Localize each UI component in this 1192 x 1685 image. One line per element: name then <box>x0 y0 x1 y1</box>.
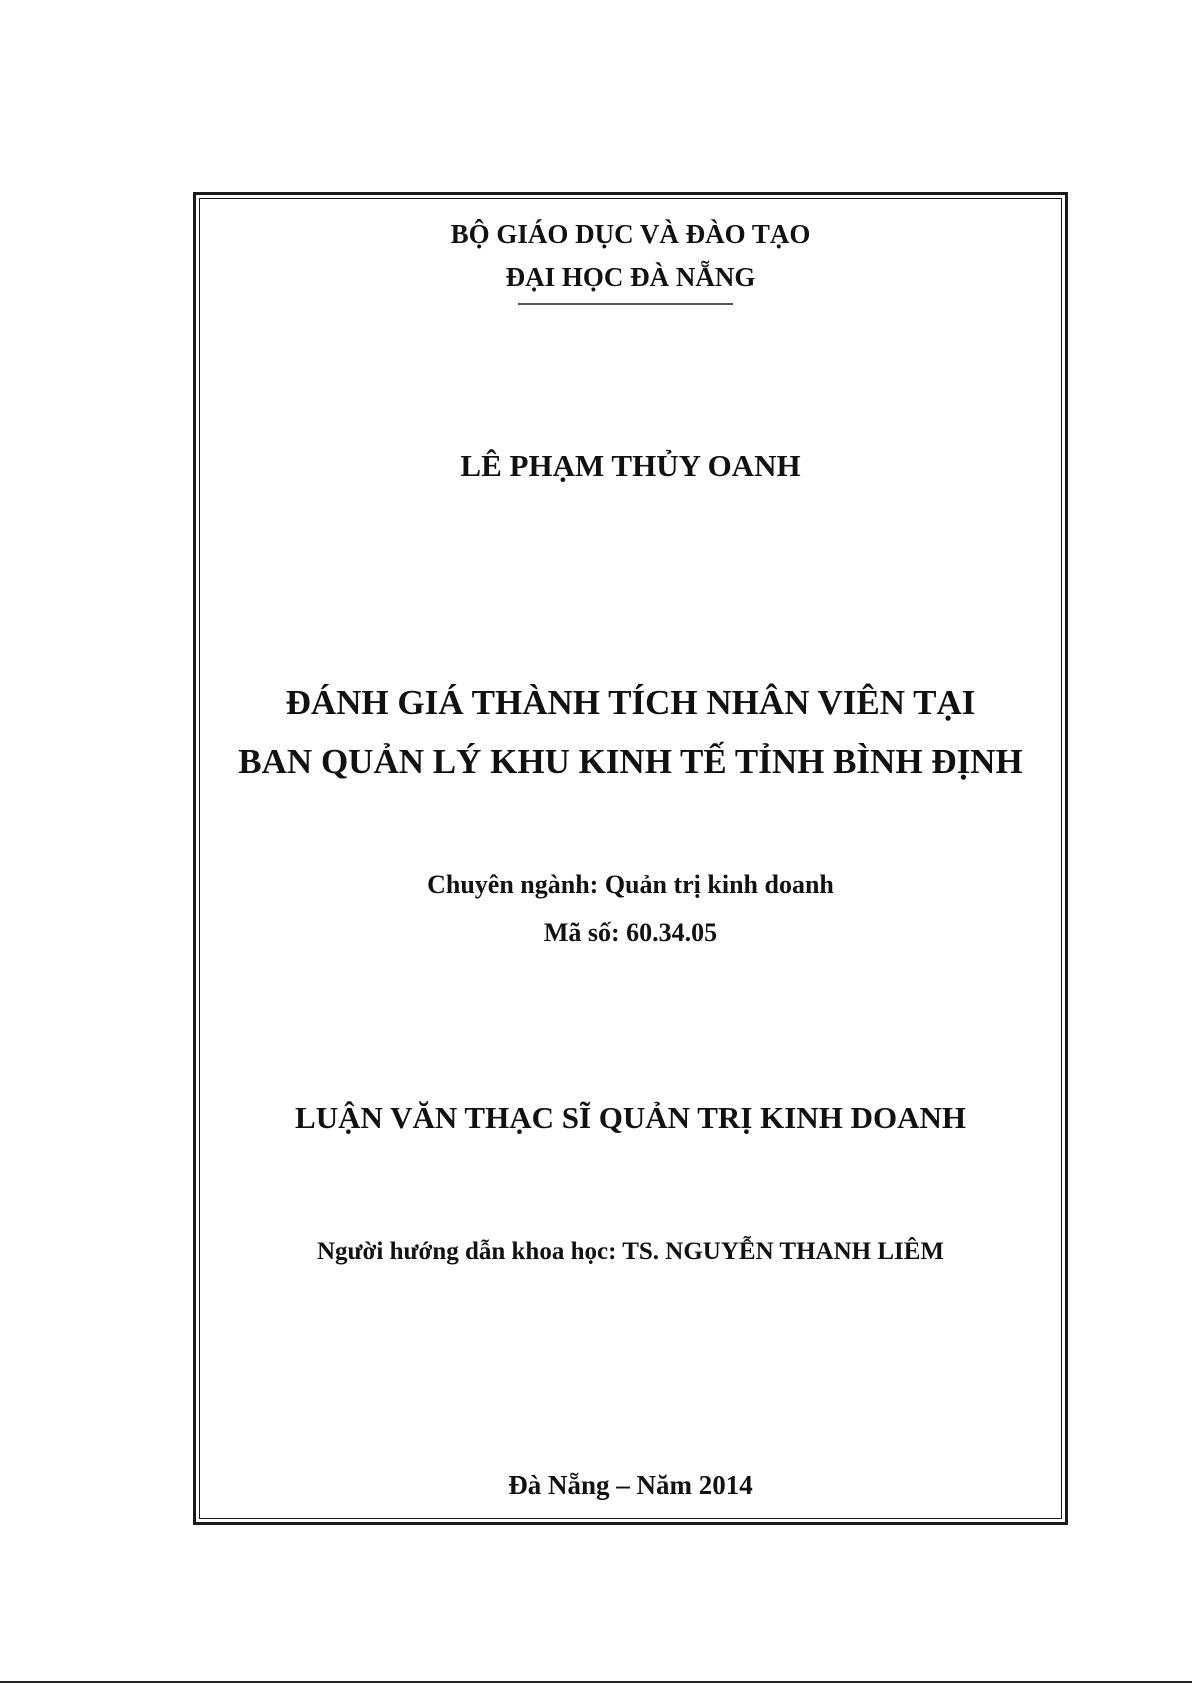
university-heading: ĐẠI HỌC ĐÀ NẴNG <box>505 262 756 292</box>
major-label: Chuyên ngành: Quản trị kinh doanh <box>427 870 834 899</box>
degree-heading: LUẬN VĂN THẠC SĨ QUẢN TRỊ KINH DOANH <box>295 1100 966 1135</box>
major-code: Mã số: 60.34.05 <box>543 918 718 947</box>
ministry-heading: BỘ GIÁO DỤC VÀ ĐÀO TẠO <box>450 219 811 249</box>
thesis-title-line-2: BAN QUẢN LÝ KHU KINH TẾ TỈNH BÌNH ĐỊNH <box>238 742 1023 781</box>
advisor-line: Người hướng dẫn khoa học: TS. NGUYỄN THANH LIÊM <box>316 1238 945 1265</box>
page-bottom-edge <box>0 1681 1192 1683</box>
author-name: LÊ PHẠM THỦY OANH <box>460 448 801 483</box>
place-year: Đà Nẵng – Năm 2014 <box>508 1470 753 1500</box>
heading-underline <box>518 303 733 305</box>
thesis-title-line-1: ĐÁNH GIÁ THÀNH TÍCH NHÂN VIÊN TẠI <box>285 683 976 722</box>
cover-border-inner <box>199 198 1062 1519</box>
